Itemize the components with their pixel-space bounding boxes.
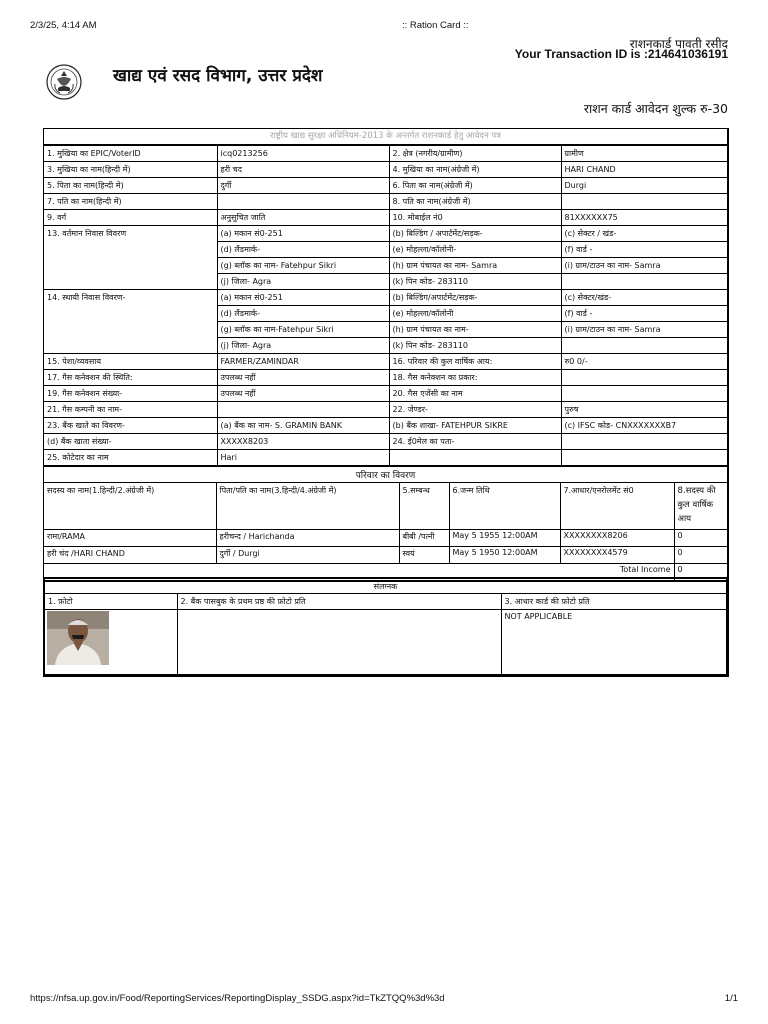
field-label: 6. पिता का नाम(अंग्रेजी में) [389, 178, 561, 194]
table-row [44, 178, 727, 194]
field-value [217, 402, 389, 418]
passbook-cell [177, 610, 501, 675]
field-value: HARI CHAND [561, 162, 727, 178]
field-label: (b) बैंक शाखा- FATEHPUR SIKRE [389, 418, 561, 434]
field-label: (h) ग्राम पंचायत का नाम- Samra [389, 258, 561, 274]
receipt-title: राशनकार्ड पावती रसीद [629, 37, 728, 51]
member-dob: May 5 1955 12:00AM [449, 530, 560, 547]
enclosures-title: संलग्नक [45, 579, 726, 594]
total-income-value: 0 [674, 564, 727, 581]
field-label: 2. क्षेत्र (नगरीय/ग्रामीण) [389, 146, 561, 162]
field-label: 1. मुखिया का EPIC/VoterID [44, 146, 217, 162]
family-header-row [44, 483, 727, 530]
table-row [44, 354, 727, 370]
member-father-husband: दुर्गी / Durgi [216, 547, 399, 564]
department-title: खाद्य एवं रसद विभाग, उत्तर प्रदेश [113, 66, 323, 86]
family-col-aadhaar: 7.आधार/एनरोलमेंट सं0 [560, 483, 674, 530]
table-row [44, 306, 727, 322]
field-value: अनुसुचित जाति [217, 210, 389, 226]
table-row [44, 338, 727, 354]
table-row [44, 226, 727, 242]
table-row [44, 530, 727, 547]
field-label: 7. पति का नाम(हिन्दी में) [44, 194, 217, 210]
field-value [561, 434, 727, 450]
field-value [217, 194, 389, 210]
field-label [389, 450, 561, 466]
field-value: Hari [217, 450, 389, 466]
table-row [44, 418, 727, 434]
table-row [44, 242, 727, 258]
field-value: (a) मकान सं0-251 [217, 226, 389, 242]
field-label: 17. गैस कनेक्शन की स्थिति: [44, 370, 217, 386]
field-value: पुरुष [561, 402, 727, 418]
field-label: 8. पति का नाम(अंग्रेजी में) [389, 194, 561, 210]
field-value: icq0213256 [217, 146, 389, 162]
field-value: (i) ग्राम/टाउन का नाम- Samra [561, 258, 727, 274]
field-label: 3. मुखिया का नाम(हिन्दी में) [44, 162, 217, 178]
aadhaar-label: 3. आधार कार्ड की फ़ोटो प्रति [501, 594, 726, 610]
field-label: 15. पेशा/व्यवसाय [44, 354, 217, 370]
field-label: (e) मोहल्ला/कॉलोनी- [389, 242, 561, 258]
field-value: (d) लैंडमार्क- [217, 306, 389, 322]
transaction-id: Your Transaction ID is :214641036191 [514, 47, 728, 61]
member-dob: May 5 1950 12:00AM [449, 547, 560, 564]
family-col-father-husband: पिता/पति का नाम(3.हिन्दी/4.अंग्रेजी में) [216, 483, 399, 530]
field-value: (f) वार्ड - [561, 242, 727, 258]
field-value [561, 194, 727, 210]
enclosures-table [45, 578, 726, 675]
up-govt-emblem-icon [46, 64, 82, 100]
table-row [44, 162, 727, 178]
field-value: FARMER/ZAMINDAR [217, 354, 389, 370]
field-label: 21. गैस कम्पनी का नाम- [44, 402, 217, 418]
field-label: (d) बैंक खाता संख्या- [44, 434, 217, 450]
field-value: XXXXX8203 [217, 434, 389, 450]
field-value: (i) ग्राम/टाउन का नाम- Samra [561, 322, 727, 338]
field-label: 16. परिवार की कुल वार्षिक आय: [389, 354, 561, 370]
field-label: (h) ग्राम पंचायत का नाम- [389, 322, 561, 338]
field-label: 19. गैस कनेक्शन संख्या- [44, 386, 217, 402]
table-row [44, 370, 727, 386]
field-value: (c) IFSC कोड- CNXXXXXXXB7 [561, 418, 727, 434]
family-col-dob: 6.जन्म तिथि [449, 483, 560, 530]
table-row [44, 290, 727, 306]
print-url: https://nfsa.up.gov.in/Food/ReportingServices/ReportingDisplay_SSDG.aspx?id=TkZTQQ%3d%3d [30, 993, 445, 1004]
field-value [561, 338, 727, 354]
field-value: हरी चद [217, 162, 389, 178]
total-income-label: Total Income [44, 564, 674, 581]
member-name: हरी चंद /HARI CHAND [44, 547, 216, 564]
table-row [44, 547, 727, 564]
family-section-title: परिवार का विवरण [44, 467, 727, 483]
field-value: दुर्गी [217, 178, 389, 194]
print-page-title: :: Ration Card :: [402, 20, 469, 31]
applicant-photo [47, 611, 109, 665]
field-label: 14. स्थायी निवास विवरण- [44, 290, 217, 306]
application-fee: राशन कार्ड आवेदन शुल्क रु-30 [583, 101, 728, 116]
act-reference-line: राष्ट्रीय खाद्य सुरक्षा अधिनियम-2013 के अन्तर्गत राशनकार्ड हेतु आवेदन पत्र [44, 129, 727, 145]
field-value [561, 386, 727, 402]
field-label [44, 306, 217, 322]
member-name: रामा/RAMA [44, 530, 216, 547]
field-label: 22. जेण्डर- [389, 402, 561, 418]
field-label: (k) पिन कोड- 283110 [389, 274, 561, 290]
field-value: (c) सेक्टर/खंड- [561, 290, 727, 306]
field-value: (d) लैंडमार्क- [217, 242, 389, 258]
field-value: (f) वार्ड - [561, 306, 727, 322]
field-value: (a) मकान सं0-251 [217, 290, 389, 306]
field-label: (b) बिल्डिंग/अपार्टमेंट/सड़क- [389, 290, 561, 306]
field-value: उपलब्ध नहीं [217, 370, 389, 386]
table-row [44, 258, 727, 274]
applicant-details-table [44, 145, 727, 466]
member-relation: बीबी /पत्नी [399, 530, 449, 547]
field-value [561, 370, 727, 386]
photo-cell [45, 610, 177, 675]
member-aadhaar: XXXXXXXX4579 [560, 547, 674, 564]
member-income: 0 [674, 530, 727, 547]
table-row [44, 194, 727, 210]
field-value: रु0 0/- [561, 354, 727, 370]
ration-card-form [43, 128, 729, 582]
field-value: उपलब्ध नहीं [217, 386, 389, 402]
field-label [44, 274, 217, 290]
enclosures-section [43, 577, 729, 677]
print-page-number: 1/1 [724, 993, 738, 1004]
family-col-relation: 5.सम्बन्ध [399, 483, 449, 530]
field-label: 23. बैंक खाते का विवरण- [44, 418, 217, 434]
print-timestamp: 2/3/25, 4:14 AM [30, 20, 97, 31]
field-label: (e) मोहल्ला/कॉलोनी [389, 306, 561, 322]
field-label: 20. गैस एजेंसी का नाम [389, 386, 561, 402]
family-details-table [44, 466, 727, 581]
field-value: (g) ब्लॉक का नाम-Fatehpur Sikri [217, 322, 389, 338]
member-father-husband: हरीचन्द / Harichanda [216, 530, 399, 547]
passbook-label: 2. बैंक पासबुक के प्रथम प्रष्ठ की फ़ोटो प्रति [177, 594, 501, 610]
field-value [561, 274, 727, 290]
field-label [44, 338, 217, 354]
field-value [561, 450, 727, 466]
photo-label: 1. फ़ोटो [45, 594, 177, 610]
field-value: (j) जिला- Agra [217, 274, 389, 290]
table-row [44, 146, 727, 162]
field-label: 13. वर्तमान निवास विवरण [44, 226, 217, 242]
family-col-member-name: सदस्य का नाम(1.हिन्दी/2.अंग्रेजी में) [44, 483, 216, 530]
family-col-income: 8.सदस्य की कुल वार्षिक आय [674, 483, 727, 530]
field-label: 4. मुखिया का नाम(अंग्रेजी में) [389, 162, 561, 178]
field-value: (c) सेक्टर / खंड- [561, 226, 727, 242]
aadhaar-value: NOT APPLICABLE [501, 610, 726, 675]
field-value: ग्रामीण [561, 146, 727, 162]
field-value: Durgi [561, 178, 727, 194]
table-row [44, 450, 727, 466]
member-aadhaar: XXXXXXXX8206 [560, 530, 674, 547]
table-row [44, 402, 727, 418]
field-value: (g) ब्लॉक का नाम- Fatehpur Sikri [217, 258, 389, 274]
field-value: (j) जिला- Agra [217, 338, 389, 354]
field-value: (a) बैंक का नाम- S. GRAMIN BANK [217, 418, 389, 434]
field-label: 5. पिता का नाम(हिन्दी मे) [44, 178, 217, 194]
field-label: (k) पिन कोड- 283110 [389, 338, 561, 354]
field-label [44, 258, 217, 274]
table-row [44, 210, 727, 226]
member-income: 0 [674, 547, 727, 564]
field-label: 25. कोटेदार का नाम [44, 450, 217, 466]
field-label [44, 322, 217, 338]
field-label: 24. ई0मेल का पता- [389, 434, 561, 450]
field-label: 9. वर्ग [44, 210, 217, 226]
field-value: 81XXXXXX75 [561, 210, 727, 226]
field-label: 18. गैस कनेक्शन का प्रकार: [389, 370, 561, 386]
field-label: (b) बिल्डिंग / अपार्टमेंट/सड़क- [389, 226, 561, 242]
table-row [44, 322, 727, 338]
table-row [44, 434, 727, 450]
member-relation: स्वयं [399, 547, 449, 564]
field-label: 10. मोबाईल नं0 [389, 210, 561, 226]
table-row [44, 274, 727, 290]
table-row [44, 386, 727, 402]
field-label [44, 242, 217, 258]
